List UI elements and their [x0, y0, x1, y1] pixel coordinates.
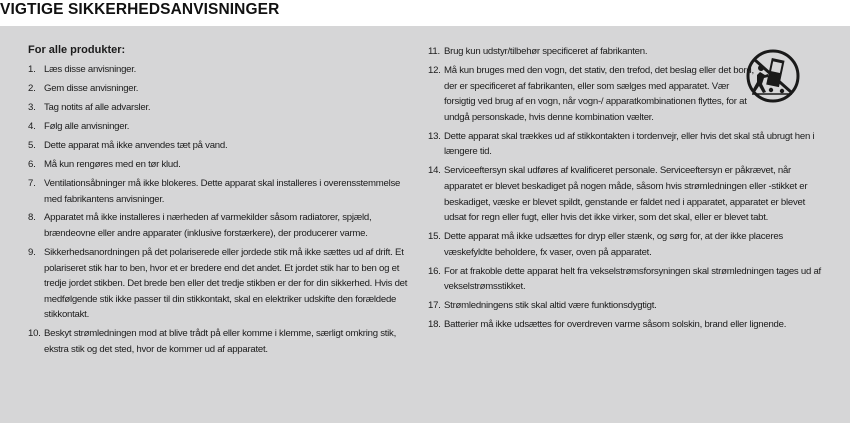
item-number: 16. — [428, 265, 441, 277]
cart-tip-over-warning-icon — [744, 48, 802, 104]
item-number: 2. — [28, 82, 36, 94]
item-number: 4. — [28, 120, 36, 132]
item-text: For at frakoble dette apparat helt fra vekselstrømsforsyningen skal strømledningen tages ud af vekselstrømsstikket. — [444, 265, 821, 293]
list-item — [28, 157, 414, 173]
item-number: 13. — [428, 130, 441, 142]
item-number: 10. — [28, 328, 41, 340]
item-text: Må kun bruges med den vogn, det stativ, den trefod, det beslag eller det bord, der er specificeret af fabrikanten, eller som sælges med apparatet. Vær forsigtig ved brug af en vogn, når vogn-/ apparatkombinationen flyttes, for at undgå personskade, hvis denne kombination vælter. — [444, 64, 754, 123]
instructions-panel — [0, 26, 850, 423]
item-number: 17. — [428, 300, 441, 312]
item-text: Strømledningens stik skal altid være funktionsdygtigt. — [444, 300, 657, 312]
item-text: Følg alle anvisninger. — [44, 120, 130, 132]
list-item — [28, 245, 414, 323]
item-text: Gem disse anvisninger. — [44, 82, 139, 94]
list-item — [428, 317, 823, 333]
item-number: 9. — [28, 247, 36, 259]
item-number: 1. — [28, 64, 36, 75]
item-number: 7. — [28, 177, 36, 189]
item-text: Brug kun udstyr/tilbehør specificeret af fabrikanten. — [444, 46, 648, 57]
item-number: 6. — [28, 158, 36, 170]
list-item — [28, 81, 414, 97]
item-text: Læs disse anvisninger. — [44, 64, 137, 75]
list-item — [28, 210, 414, 241]
item-text: Ventilationsåbninger må ikke blokeres. Dette apparat skal installeres i overensstemmelse med fabrikantens anvisninger. — [44, 177, 401, 205]
item-number: 5. — [28, 139, 36, 151]
item-text: Apparatet må ikke installeres i nærheden af varmekilder såsom radiatorer, spjæld, brændeovne eller andre apparater (inklusive forstærkere), der producerer varme. — [44, 212, 372, 240]
list-item — [428, 229, 823, 260]
list-item — [28, 326, 414, 357]
item-number: 3. — [28, 101, 36, 113]
page-title: VIGTIGE SIKKERHEDSANVISNINGER — [0, 1, 280, 18]
item-number: 14. — [428, 165, 441, 177]
item-text: Må kun rengøres med en tør klud. — [44, 158, 181, 170]
item-text: Serviceeftersyn skal udføres af kvalificeret personale. Serviceeftersyn er påkrævet, når apparatet er blevet beskadiget på nogen måde, såsom hvis strømledningen eller -stikket er beskadiget, væske er blevet spildt, genstande er faldet ned i apparatet, apparatet er blevet udsat for regn eller fugt, eller hvis det ikke virker, som det skal, eller er blevet tabt. — [444, 165, 808, 224]
left-column — [28, 43, 414, 361]
subheading: For alle produkter: — [28, 44, 126, 56]
item-text: Sikkerhedsanordningen på det polariserede eller jordede stik må ikke sættes ud af drift. Et polariseret stik har to ben, hvor et er bredere end det andet. Et jordet stik har to ben og et tredje jordet stikben. Det brede ben eller det tredje stikben er der for din sikkerhed. Hvis det medfølgende stik ikke passer til din stikkontakt, skal en elektriker udskifte den forældede stikkontakt. — [44, 247, 408, 321]
item-number: 12. — [428, 64, 441, 76]
list-item — [28, 100, 414, 116]
item-number: 18. — [428, 319, 441, 331]
item-text: Tag notits af alle advarsler. — [44, 101, 151, 113]
item-text: Dette apparat skal trækkes ud af stikkontakten i tordenvejr, eller hvis det skal stå ubrugt hen i længere tid. — [444, 130, 815, 158]
list-item — [28, 62, 414, 78]
list-item — [428, 163, 823, 225]
item-text: Dette apparat må ikke anvendes tæt på vand. — [44, 139, 228, 151]
list-item — [28, 176, 414, 207]
list-item — [28, 119, 414, 135]
list-item — [428, 129, 823, 160]
item-number: 8. — [28, 212, 36, 224]
item-number: 15. — [428, 231, 441, 243]
list-item — [428, 298, 823, 314]
item-text: Batterier må ikke udsættes for overdreven varme såsom solskin, brand eller lignende. — [444, 319, 787, 331]
item-text: Beskyt strømledningen mod at blive trådt på eller komme i klemme, særligt omkring stik, ekstra stik og det sted, hvor de kommer ud af apparatet. — [44, 328, 396, 356]
list-item — [428, 264, 823, 295]
item-text: Dette apparat må ikke udsættes for dryp eller stænk, og sørg for, at der ikke placeres væskefyldte beholdere, fx vaser, oven på apparatet. — [444, 231, 783, 258]
list-item — [28, 138, 414, 154]
item-number: 11. — [428, 46, 440, 57]
left-list — [28, 62, 414, 358]
